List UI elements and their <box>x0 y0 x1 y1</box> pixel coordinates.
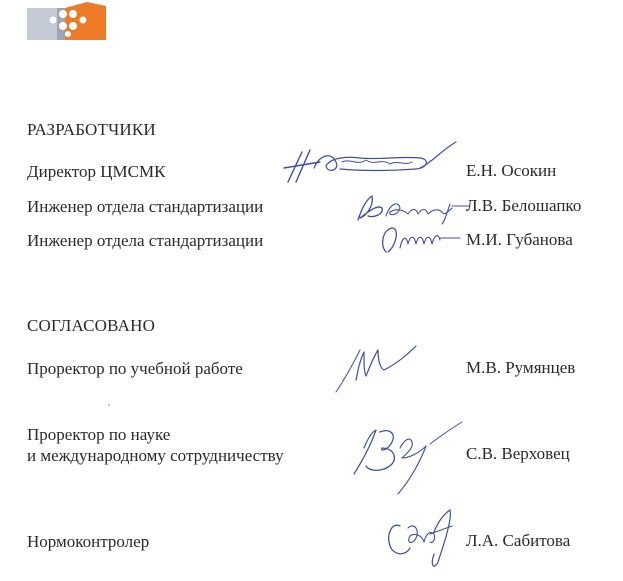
approver-role-1: Проректор по учебной работе <box>27 359 243 378</box>
approver-name-3: Л.А. Сабитова <box>466 531 571 550</box>
signature-sabitova-icon <box>384 504 474 570</box>
signature-osokin-icon <box>280 138 460 188</box>
developers-title: РАЗРАБОТЧИКИ <box>27 120 156 139</box>
university-logo-icon <box>27 0 106 40</box>
approver-role-3: Нормоконтролер <box>27 532 150 551</box>
developer-name-1: Е.Н. Осокин <box>466 161 557 180</box>
approver-name-1: М.В. Румянцев <box>466 358 576 377</box>
approver-role-2-line-2: и международному сотрудничеству <box>27 446 284 465</box>
approved-title: СОГЛАСОВАНО <box>27 316 156 335</box>
signature-gubanova-icon <box>376 222 466 256</box>
approver-role-2 <box>27 424 284 466</box>
signature-rumyantsev-icon <box>330 340 420 396</box>
developer-role-3: Инженер отдела стандартизации <box>27 231 264 250</box>
developer-role-1: Директор ЦМСМК <box>27 162 166 181</box>
approver-name-2: С.В. Верховец <box>466 444 570 463</box>
signature-beloshapko-icon <box>352 190 472 224</box>
scan-speck <box>108 404 110 406</box>
signature-verkhovets-icon <box>340 418 466 498</box>
developer-name-2: Л.В. Белошапко <box>466 196 582 215</box>
developer-name-3: М.И. Губанова <box>466 230 573 249</box>
developer-role-2: Инженер отдела стандартизации <box>27 197 264 216</box>
approver-role-2-line-1: Проректор по науке <box>27 425 171 444</box>
